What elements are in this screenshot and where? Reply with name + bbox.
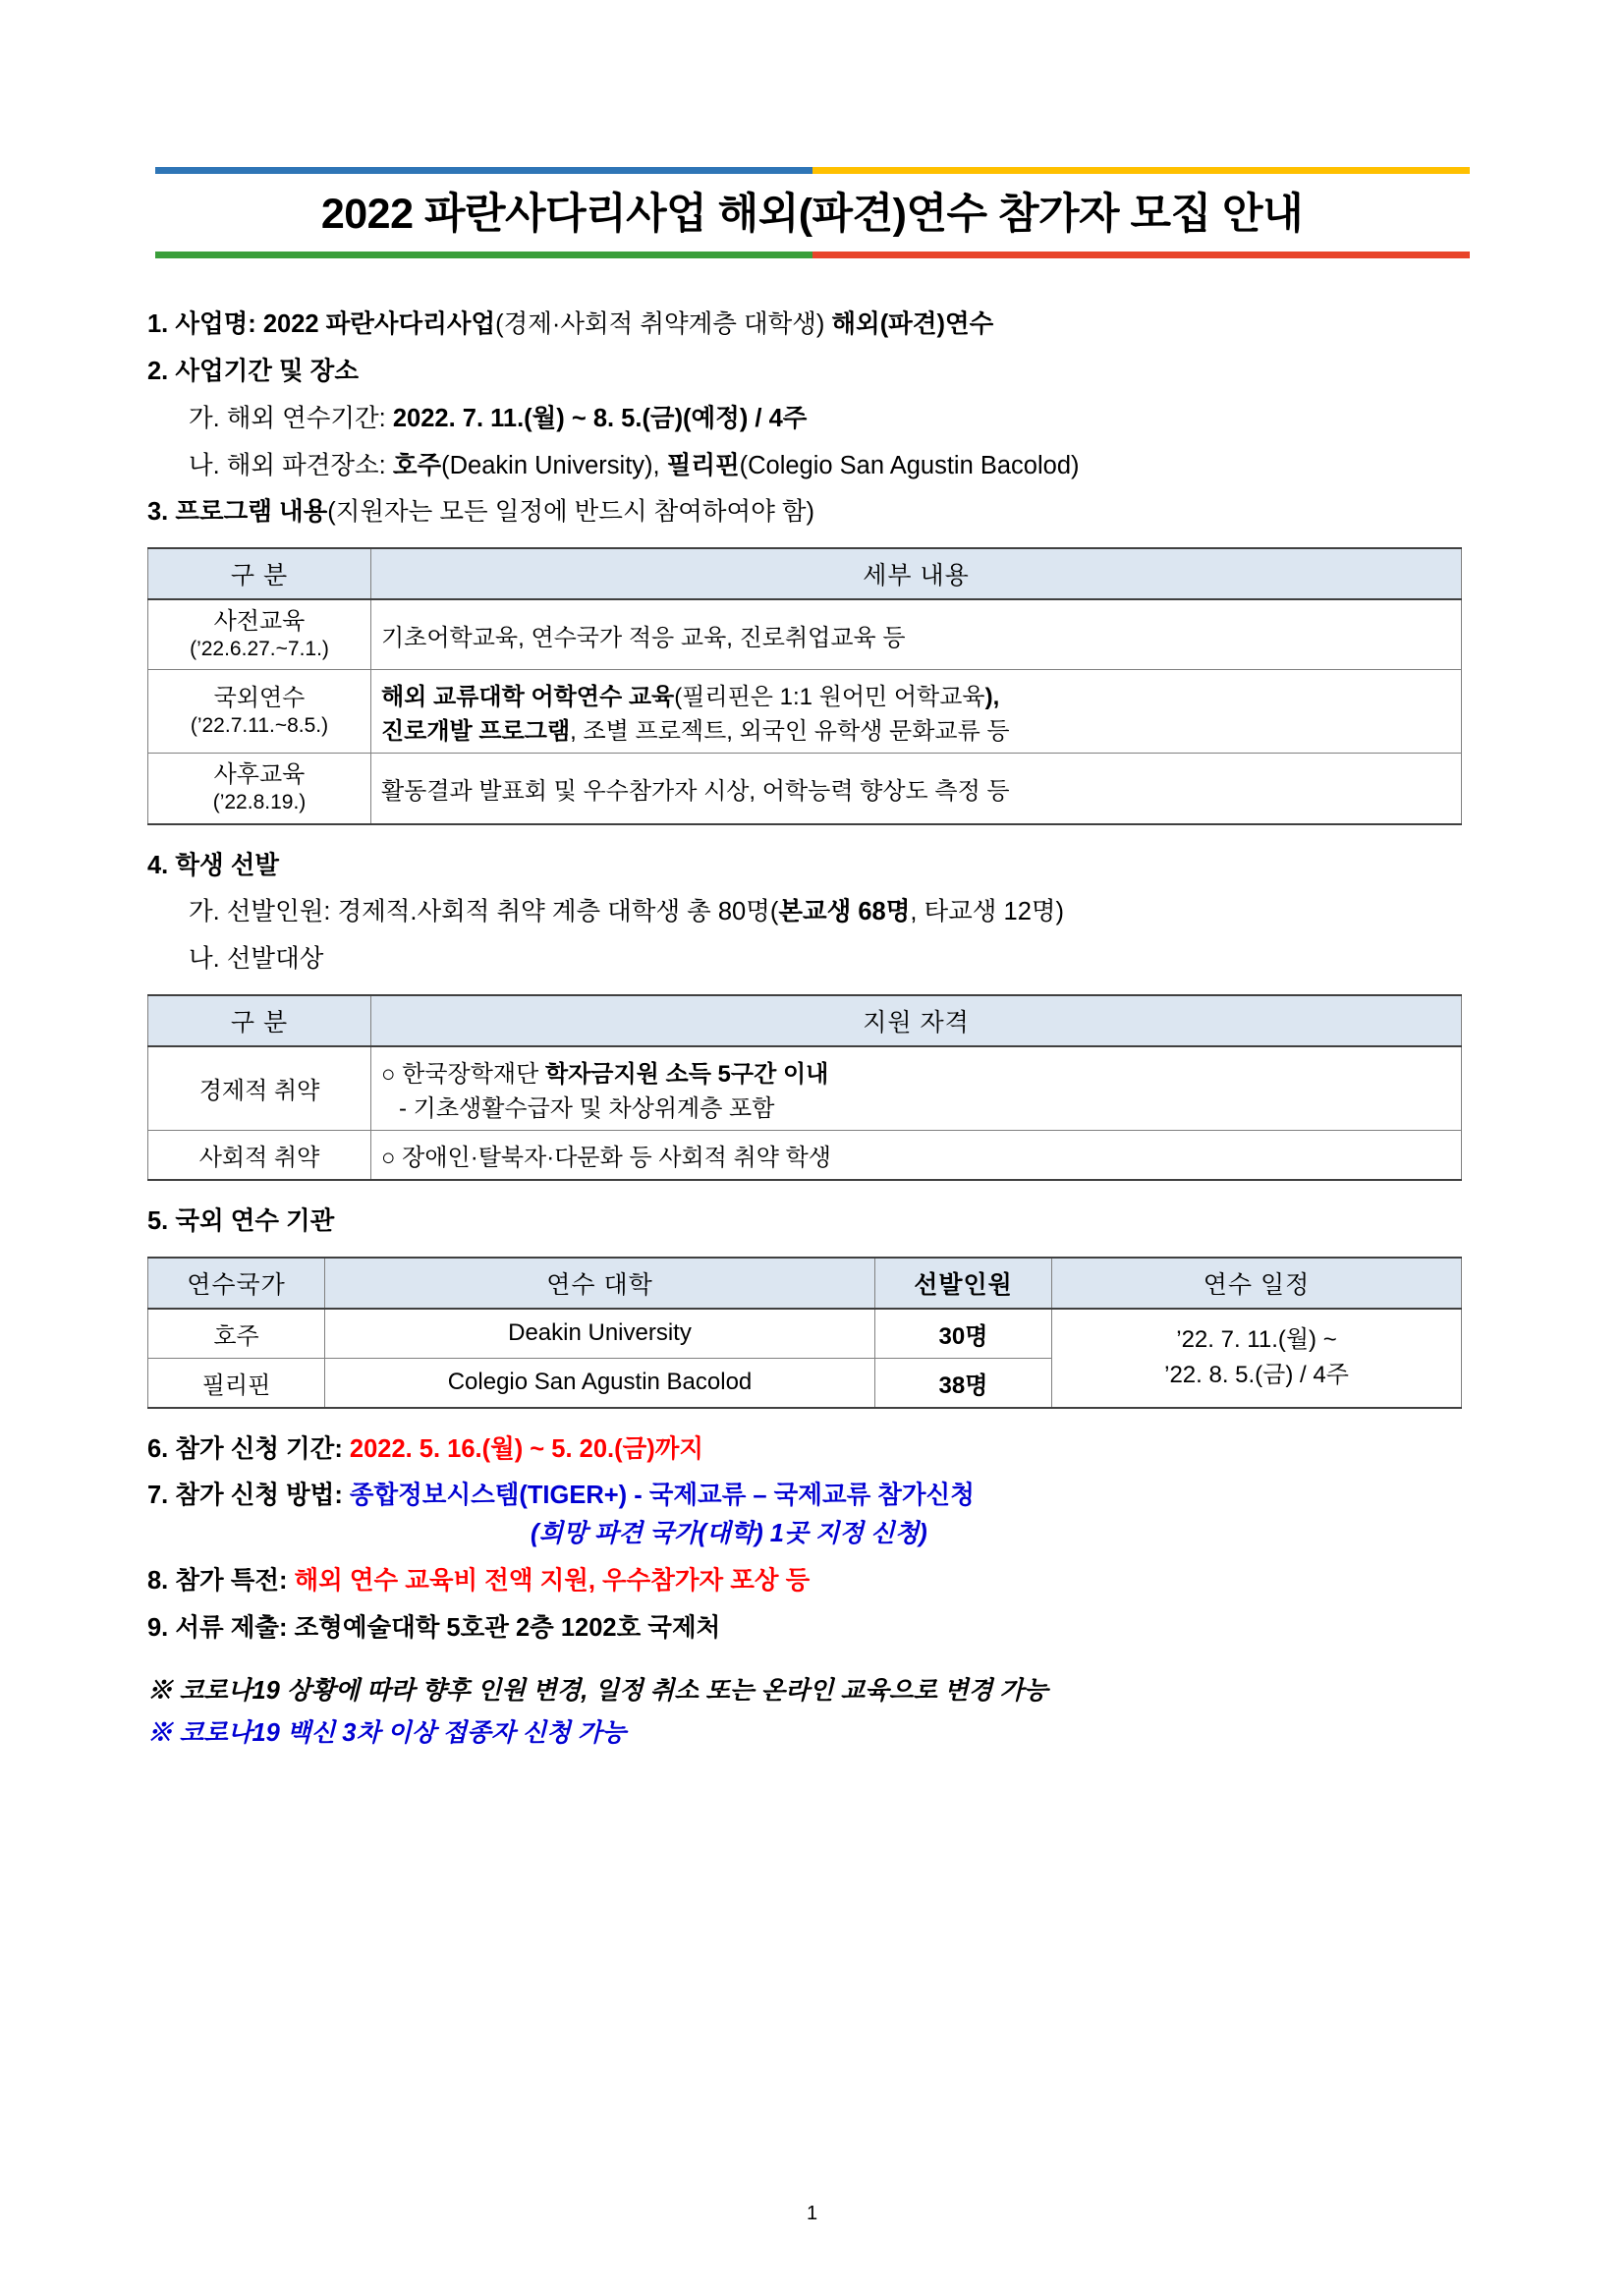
section-1-program-type: 해외(파견)연수 (831, 310, 994, 339)
program-row-2-division (148, 754, 371, 824)
program-row-2-division-date: (’22.8.19.) (212, 791, 307, 814)
section-2-item-b (147, 447, 1477, 485)
program-row-1-detail-plain-1: (필리핀은 1:1 원어민 어학교육 (674, 684, 985, 711)
eligibility-table-header-qualification: 지원 자격 (371, 995, 1462, 1046)
title-rule-bottom-left (155, 252, 812, 258)
institution-table (147, 1257, 1462, 1409)
section-8-line (147, 1562, 1477, 1600)
section-3-heading-bold: 3. 프로그램 내용 (147, 498, 328, 527)
table-row (148, 1130, 1462, 1180)
section-2-b-country-2: 필리핀 (666, 451, 740, 479)
institution-table-header-schedule: 연수 일정 (1052, 1258, 1462, 1309)
section-2-a-value: 2022. 7. 11.(월) ~ 8. 5.(금)(예정) / 4주 (392, 404, 808, 432)
institution-schedule-line1: ’22. 7. 11.(월) ~ (1176, 1326, 1337, 1354)
section-4-a-external-count: , 타교생 12명) (910, 898, 1065, 926)
program-row-1-detail-plain-3: , 조별 프로젝트, 외국인 유학생 문화교류 등 (570, 718, 1010, 746)
program-row-1-detail-bold-1: 해외 교류대학 어학연수 교육 (381, 684, 675, 711)
page-number: 1 (806, 2203, 818, 2224)
institution-row-1-university: Colegio San Agustin Bacolod (325, 1358, 875, 1408)
program-row-1-division-date: (’22.7.11.~8.5.) (190, 714, 329, 738)
section-9-line (147, 1609, 1477, 1648)
program-row-2-division-name: 사후교육 (213, 761, 306, 789)
section-2-b-label: 나. 해외 파견장소: (189, 451, 393, 479)
program-row-1-detail (371, 670, 1462, 754)
section-6-line (147, 1430, 1477, 1469)
section-1-colon: : (248, 310, 263, 339)
program-row-1-division (148, 670, 371, 754)
program-row-0-division-date: (’22.6.27.~7.1.) (190, 638, 329, 661)
title-rule-bottom-right (812, 252, 1470, 258)
document-body (147, 306, 1477, 1752)
program-table (147, 547, 1462, 825)
eligibility-row-0-division: 경제적 취약 (148, 1046, 371, 1131)
section-4-a-label: 가. 선발인원: 경제적.사회적 취약 계층 대학생 총 80명 (189, 898, 770, 926)
section-1-project-name: 2022 파란사다리사업 (262, 310, 496, 339)
section-7-value-line2: (희망 파견 국가(대학) 1곳 지정 신청) (531, 1520, 927, 1548)
eligibility-table-header-division: 구 분 (148, 995, 371, 1046)
institution-table-header-quota: 선발인원 (875, 1258, 1052, 1309)
note-1: ※ 코로나19 백신 3차 이상 접종자 신청 가능 (147, 1718, 627, 1747)
institution-row-0-quota: 30명 (875, 1309, 1052, 1359)
program-table-header-row (148, 548, 1462, 599)
section-9-label: 9. 서류 제출: (147, 1613, 295, 1642)
section-4-a-paren: ( (769, 898, 779, 926)
program-row-1-division-name: 국외연수 (213, 685, 306, 712)
program-row-1-detail-bold-2: ), (984, 684, 1000, 711)
program-row-1-detail-line1 (381, 677, 1451, 711)
program-row-0-detail-text: 기초어학교육, 연수국가 적응 교육, 진로취업교육 등 (381, 624, 906, 651)
institution-table-header-country: 연수국가 (148, 1258, 325, 1309)
section-2-b-univ-2: (Colegio San Agustin Bacolod) (739, 451, 1080, 479)
title-rule-bottom (155, 252, 1470, 258)
program-row-1-detail-line2 (381, 711, 1451, 746)
section-4-heading: 4. 학생 선발 (147, 851, 279, 879)
eligibility-row-1-division: 사회적 취약 (148, 1130, 371, 1180)
program-row-1-detail-bold-3: 진로개발 프로그램 (381, 718, 571, 746)
section-7-line2 (147, 1515, 1477, 1553)
section-7-value-line1: 종합정보시스템(TIGER+) - 국제교류 – 국제교류 참가신청 (349, 1482, 975, 1510)
section-6-label: 6. 참가 신청 기간: (147, 1434, 350, 1463)
table-row (148, 670, 1462, 754)
page-title: 2022 파란사다리사업 해외(파견)연수 참가자 모집 안내 (320, 191, 1304, 238)
institution-row-1-country: 필리핀 (148, 1358, 325, 1408)
eligibility-row-0-line1-plain: ○ 한국장학재단 (381, 1060, 545, 1088)
institution-row-0-university: Deakin University (325, 1309, 875, 1359)
program-table-header-division: 구 분 (148, 548, 371, 599)
eligibility-table (147, 994, 1462, 1181)
institution-table-header-university: 연수 대학 (325, 1258, 875, 1309)
section-9-value: 조형예술대학 5호관 2층 1202호 국제처 (294, 1613, 721, 1642)
section-3-heading (147, 493, 1477, 532)
eligibility-row-0-line1 (381, 1054, 1451, 1089)
program-row-0-division (148, 599, 371, 670)
eligibility-row-0-line2: - 기초생활수급자 및 차상위계층 포함 (399, 1094, 775, 1122)
section-3-heading-plain: (지원자는 모든 일정에 반드시 참여하여야 함) (327, 498, 815, 527)
program-row-0-detail (371, 599, 1462, 670)
section-4-item-a (147, 893, 1477, 931)
section-2-a-label: 가. 해외 연수기간: (189, 404, 393, 432)
institution-row-1-quota: 38명 (875, 1358, 1052, 1408)
program-row-0-division-name: 사전교육 (213, 608, 306, 636)
eligibility-table-header-row (148, 995, 1462, 1046)
table-row (148, 1046, 1462, 1131)
title-rule-top (155, 167, 1470, 174)
title-rule-top-right (812, 167, 1470, 174)
section-2-b-country-1: 호주 (392, 451, 442, 479)
section-6-value: 2022. 5. 16.(월) ~ 5. 20.(금)까지 (349, 1434, 703, 1463)
section-2-item-a (147, 400, 1477, 438)
eligibility-row-0-line1-bold: 학자금지원 소득 5구간 이내 (544, 1060, 829, 1088)
eligibility-row-1-qualification: ○ 장애인·탈북자·다문화 등 사회적 취약 학생 (371, 1130, 1462, 1180)
program-row-2-detail-text: 활동결과 발표회 및 우수참가자 시상, 어학능력 향상도 측정 등 (381, 777, 1010, 805)
institution-table-header-row (148, 1258, 1462, 1309)
note-0: ※ 코로나19 상황에 따라 향후 인원 변경, 일정 취소 또는 온라인 교육으로 변경 가능 (147, 1677, 1048, 1706)
table-row (148, 1309, 1462, 1359)
section-7-line (147, 1477, 1477, 1515)
program-table-header-detail: 세부 내용 (371, 548, 1462, 599)
section-4-a-internal-count: 본교생 68명 (778, 898, 911, 926)
section-1-target: (경제·사회적 취약계층 대학생) (495, 310, 832, 339)
section-1-line (147, 306, 1477, 344)
eligibility-row-0-qualification (371, 1046, 1462, 1131)
table-row (148, 599, 1462, 670)
section-2-heading: 2. 사업기간 및 장소 (147, 358, 359, 386)
section-4-item-b: 나. 선발대상 (189, 945, 324, 974)
section-7-label: 7. 참가 신청 방법: (147, 1482, 350, 1510)
section-8-label: 8. 참가 특전: (147, 1566, 295, 1595)
institution-schedule-line2: ’22. 8. 5.(금) / 4주 (1164, 1362, 1349, 1389)
institution-schedule (1052, 1309, 1462, 1408)
section-1-number: 1. 사업명 (147, 310, 249, 339)
section-2-b-univ-1: (Deakin University), (441, 451, 667, 479)
title-rule-top-left (155, 167, 812, 174)
program-row-2-detail (371, 754, 1462, 824)
section-5-heading: 5. 국외 연수 기관 (147, 1206, 335, 1235)
table-row (148, 754, 1462, 824)
institution-row-0-country: 호주 (148, 1309, 325, 1359)
section-8-value: 해외 연수 교육비 전액 지원, 우수참가자 포상 등 (294, 1566, 811, 1595)
